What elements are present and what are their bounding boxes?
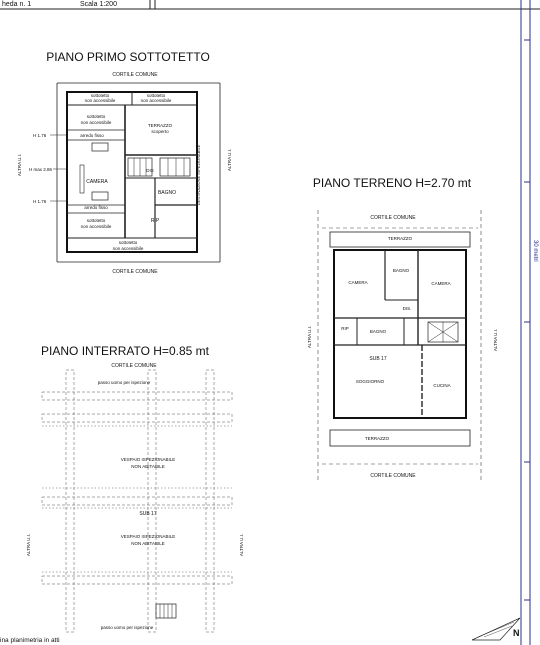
primo-height-176-a: H 1.76 bbox=[33, 133, 47, 138]
primo-cortile-bottom: CORTILE COMUNE bbox=[112, 269, 158, 275]
primo-title: PIANO PRIMO SOTTOTETTO bbox=[46, 50, 210, 64]
interrato-non-abit-2: NON ABITABILE bbox=[131, 541, 165, 546]
primo-height-176-b: H 1.76 bbox=[33, 199, 47, 204]
sheet-header bbox=[0, 0, 540, 9]
primo-sottotetto-1: sottotetto bbox=[90, 93, 110, 98]
terreno-bagno-2: BAGNO bbox=[369, 329, 387, 334]
plan-piano-interrato bbox=[26, 344, 244, 632]
north-label: N bbox=[513, 628, 520, 638]
primo-non-acc-1: non accessibile bbox=[84, 98, 116, 103]
primo-cortile-top: CORTILE COMUNE bbox=[112, 72, 158, 78]
primo-vertical-note: DESTINAZIONE ISPEZIONABILE bbox=[196, 144, 201, 206]
primo-sottotetto-4: sottotetto bbox=[86, 218, 106, 223]
sheet-footer bbox=[0, 618, 520, 644]
primo-non-acc-4: non accessibile bbox=[80, 224, 112, 229]
interrato-cortile-top: CORTILE COMUNE bbox=[111, 363, 157, 369]
primo-sottotetto-5: sottotetto bbox=[118, 240, 138, 245]
primo-terrazzo: TERRAZZO bbox=[147, 123, 173, 128]
right-margin-frame bbox=[521, 0, 538, 645]
terreno-altra-ui-left: ALTRA U.I. bbox=[307, 325, 312, 349]
primo-non-acc-3: non accessibile bbox=[80, 120, 112, 125]
primo-sottotetto-2: sottotetto bbox=[146, 93, 166, 98]
interrato-bands bbox=[42, 370, 232, 632]
primo-camera: CAMERA bbox=[86, 179, 108, 185]
primo-arredo-2: arredo fisso bbox=[84, 205, 108, 210]
primo-bagno: BAGNO bbox=[157, 190, 177, 196]
terreno-altra-ui-right: ALTRA U.I. bbox=[493, 328, 498, 352]
terreno-title: PIANO TERRENO H=2.70 mt bbox=[312, 176, 472, 190]
terreno-sub: SUB 17 bbox=[369, 356, 387, 362]
primo-arredo-1: arredo fisso bbox=[80, 133, 104, 138]
interrato-sub: SUB 17 bbox=[139, 511, 157, 517]
primo-altra-ui-right: ALTRA U.I. bbox=[227, 148, 232, 172]
primo-rip: RIP bbox=[150, 218, 160, 224]
interrato-altra-ui-right: ALTRA U.I. bbox=[239, 533, 244, 557]
terreno-terrazzo-top: TERRAZZO bbox=[387, 236, 413, 241]
plan-piano-primo bbox=[17, 50, 232, 275]
footer-note: ina planimetria in atti bbox=[0, 637, 60, 644]
primo-non-acc-2: non accessibile bbox=[140, 98, 172, 103]
terreno-dis: DIS. bbox=[402, 306, 412, 311]
interrato-title: PIANO INTERRATO H=0.85 mt bbox=[41, 344, 209, 358]
terreno-camera-2: CAMERA bbox=[431, 281, 451, 286]
interrato-vespaio-2: VESPAIO ISPEZIONABILE bbox=[120, 534, 176, 539]
primo-non-acc-5: non accessibile bbox=[112, 246, 144, 251]
primo-scoperto: scoperto bbox=[151, 129, 169, 134]
north-arrow-icon bbox=[472, 618, 520, 640]
terreno-terrazzo-bottom-box bbox=[330, 430, 470, 446]
terreno-rip: RIP bbox=[341, 326, 349, 331]
interrato-non-abit-1: NON ABITABILE bbox=[131, 464, 165, 469]
interrato-passo-top: passo uomo per ispezione bbox=[97, 380, 151, 385]
scale-label: Scala 1:200 bbox=[80, 1, 117, 8]
interrato-vespaio-1: VESPAIO ISPEZIONABILE bbox=[120, 457, 176, 462]
primo-height-max: H max 2.86 bbox=[29, 167, 53, 172]
terreno-soggiorno: SOGGIORNO bbox=[355, 379, 385, 384]
primo-sottotetto-3: sottotetto bbox=[86, 114, 106, 119]
scale-bar-label: 30 metri bbox=[532, 240, 538, 262]
interrato-passo-bottom: passo uomo per ispezione bbox=[100, 625, 154, 630]
terreno-terrazzo-bottom: TERRAZZO bbox=[364, 436, 390, 441]
plan-piano-terreno bbox=[307, 176, 498, 480]
sheet-number-label: heda n. 1 bbox=[2, 1, 32, 8]
terreno-bagno: BAGNO bbox=[392, 268, 410, 273]
terreno-cucina: CUCINA bbox=[433, 383, 451, 388]
terreno-cortile-top: CORTILE COMUNE bbox=[370, 215, 416, 221]
primo-dis: DIS bbox=[146, 168, 154, 173]
primo-altra-ui-left: ALTRA U.I. bbox=[17, 153, 22, 177]
terreno-cortile-bottom: CORTILE COMUNE bbox=[370, 473, 416, 479]
terreno-camera-1: CAMERA bbox=[348, 280, 368, 285]
interrato-altra-ui-left: ALTRA U.I. bbox=[26, 533, 31, 557]
interrato-access-hatch bbox=[156, 604, 176, 618]
